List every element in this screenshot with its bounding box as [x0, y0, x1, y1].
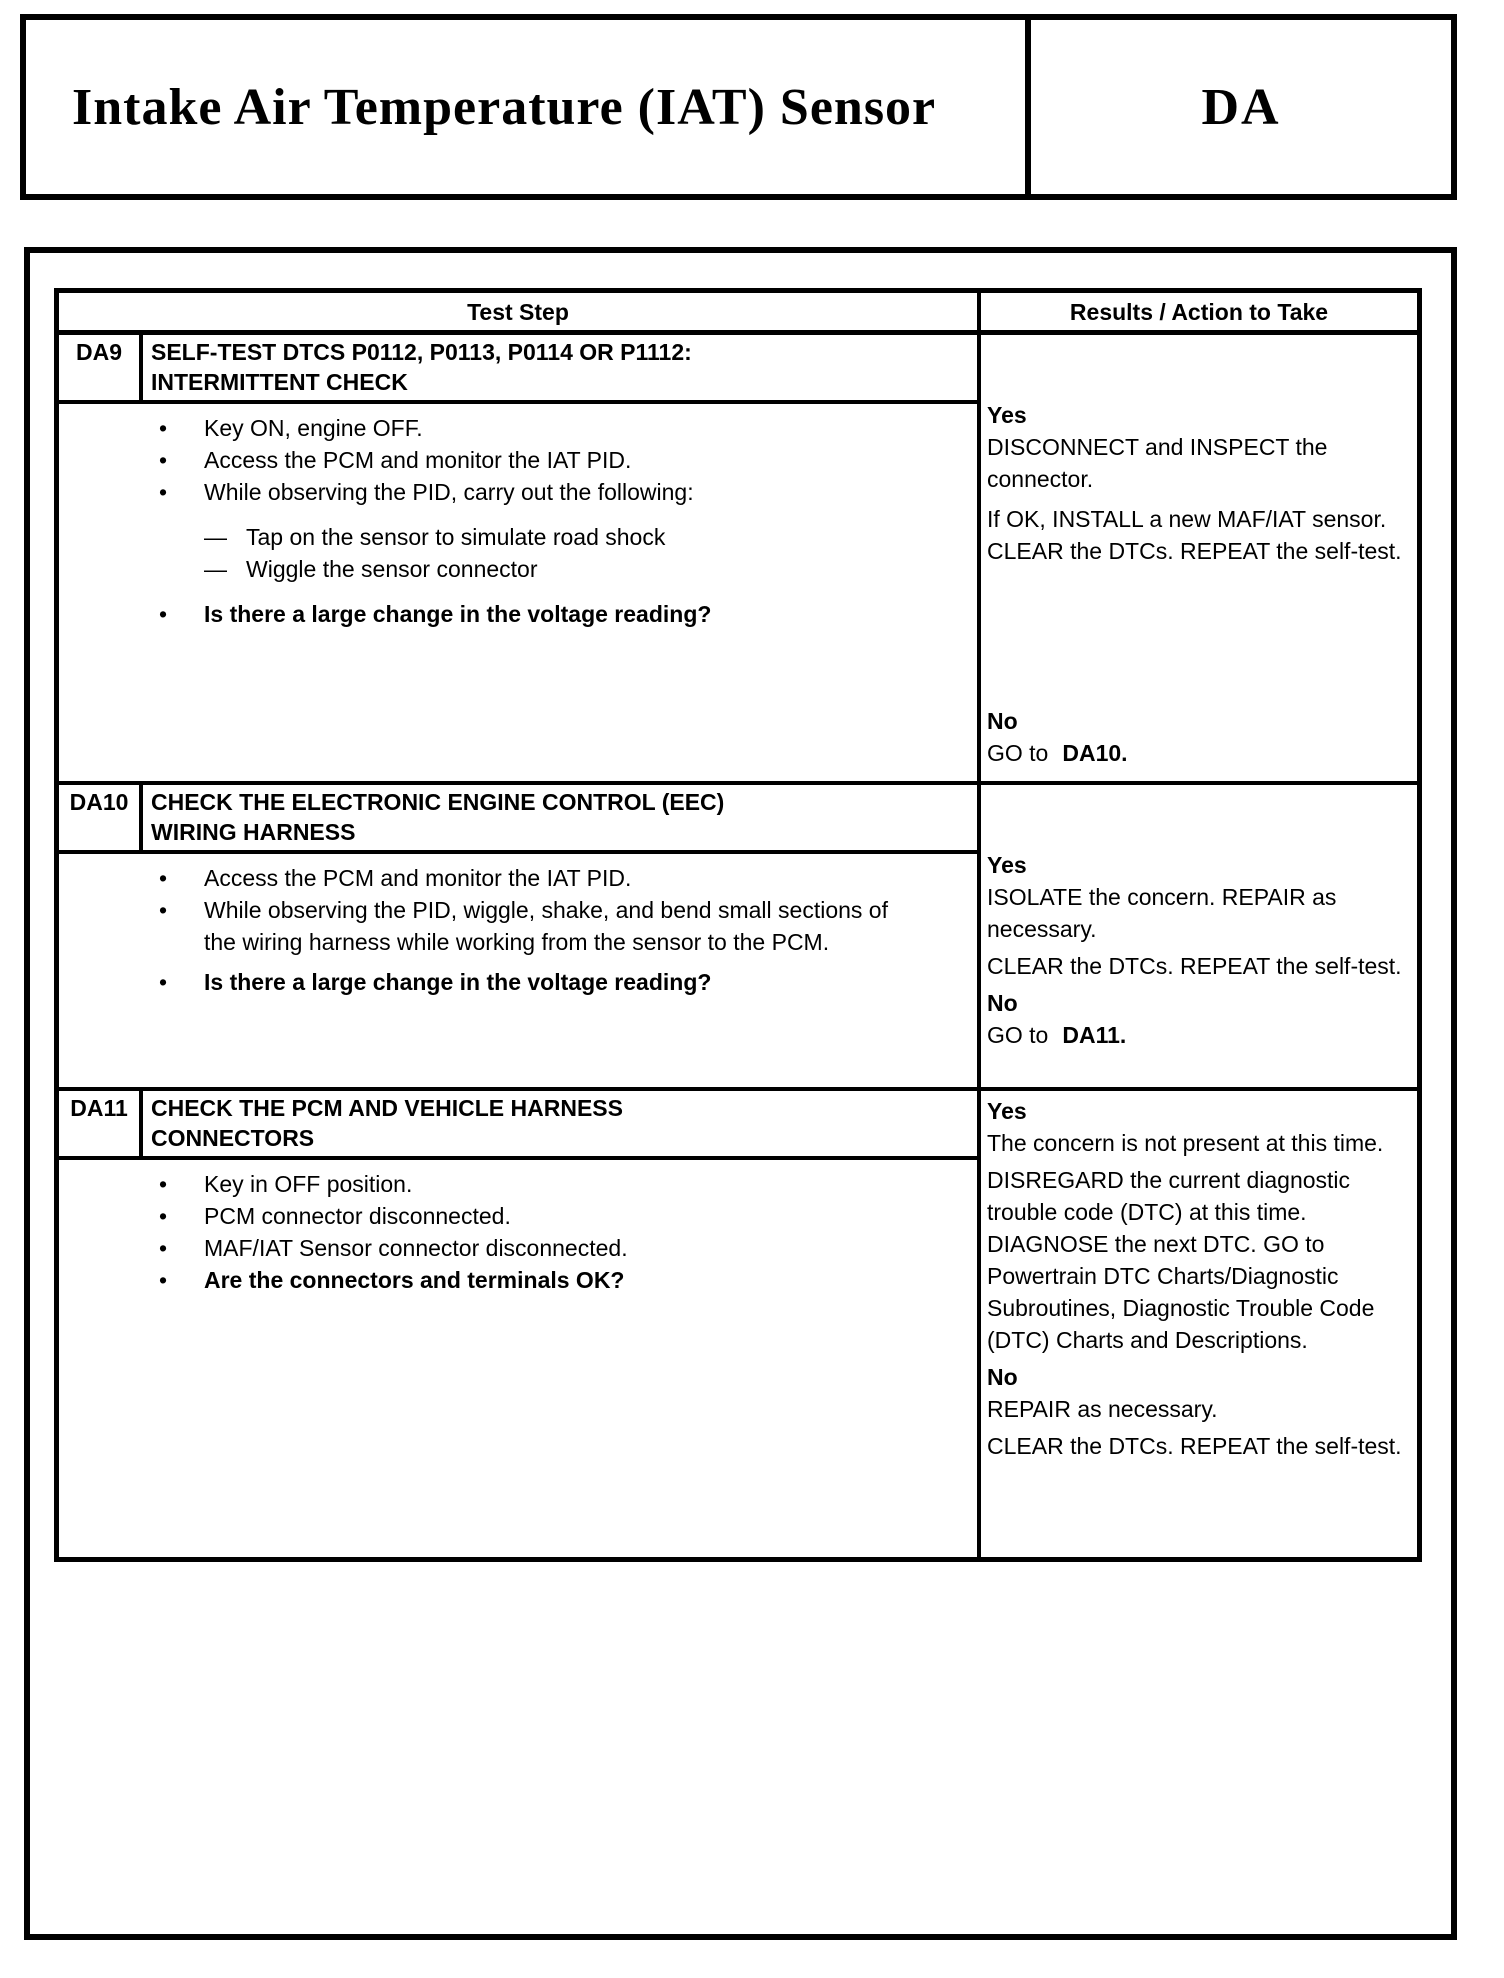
test-table [54, 288, 1422, 1562]
page-title: Intake Air Temperature (IAT) Sensor [72, 78, 937, 136]
yes-label: Yes [987, 402, 1027, 428]
step-text: Key ON, engine OFF. [204, 415, 423, 441]
step-list [59, 1160, 977, 1296]
step-cell [59, 1091, 977, 1557]
table-header-row [59, 293, 1417, 335]
document-header [20, 14, 1457, 200]
bullet-marker: • [159, 1267, 168, 1293]
step-number: DA9 [59, 335, 143, 400]
test-row-da11 [59, 1087, 1417, 1557]
sub-list-item [204, 553, 961, 585]
sub-step-text: Wiggle the sensor connector [246, 556, 538, 582]
step-number: DA11 [59, 1091, 143, 1156]
step-text: While observing the PID, carry out the following: [204, 479, 694, 505]
list-item [159, 862, 961, 894]
step-cell [59, 335, 977, 781]
sub-list-item [204, 521, 961, 553]
result-paragraph: ISOLATE the concern. REPAIR as necessary. [987, 884, 1337, 942]
list-item [159, 412, 961, 444]
step-text: MAF/IAT Sensor connector disconnected. [204, 1235, 628, 1261]
bullet-marker: • [159, 1203, 168, 1229]
question-text: Are the connectors and terminals OK? [204, 1267, 625, 1293]
question-item [159, 598, 961, 630]
bullet-marker: • [159, 1171, 168, 1197]
result-paragraph: REPAIR as necessary. [987, 1396, 1218, 1422]
bullet-marker: • [159, 1235, 168, 1261]
step-text: While observing the PID, wiggle, shake, and bend small sections of the wiring harness while working from the sensor to the PCM. [204, 897, 888, 955]
sub-step-group [204, 521, 961, 585]
step-title [143, 785, 977, 850]
step-title-line: CONNECTORS [151, 1125, 315, 1151]
list-item [159, 894, 961, 958]
no-group [987, 1361, 1409, 1462]
goto-prefix: GO to [987, 740, 1049, 766]
bullet-marker: • [159, 969, 168, 995]
step-header [59, 1091, 977, 1160]
pinpoint-test-panel [24, 247, 1457, 1940]
no-label: No [987, 990, 1018, 1016]
result-paragraph: CLEAR the DTCs. REPEAT the self-test. [987, 953, 1402, 979]
list-item [159, 1200, 961, 1232]
header-title-cell [26, 20, 1025, 194]
step-title-line: CHECK THE PCM AND VEHICLE HARNESS [151, 1095, 623, 1121]
result-paragraph: DISCONNECT and INSPECT the connector. [987, 434, 1328, 492]
no-group [987, 705, 1409, 769]
goto-line [987, 1019, 1409, 1051]
bullet-marker: • [159, 447, 168, 473]
no-label: No [987, 708, 1018, 734]
result-paragraph: If OK, INSTALL a new MAF/IAT sensor. CLEAR the DTCs. REPEAT the self-test. [987, 506, 1402, 564]
step-title-line: SELF-TEST DTCS P0112, P0113, P0114 OR P1112: [151, 339, 692, 365]
step-list [59, 404, 977, 630]
goto-target: DA10. [1062, 740, 1128, 766]
test-row-da9 [59, 335, 1417, 781]
dash-marker: — [204, 524, 227, 550]
sub-step-text: Tap on the sensor to simulate road shock [246, 524, 666, 550]
col-header-test-step: Test Step [467, 298, 569, 325]
results-cell [977, 785, 1417, 1087]
step-text: Access the PCM and monitor the IAT PID. [204, 447, 632, 473]
step-title [143, 1091, 977, 1156]
step-text: Access the PCM and monitor the IAT PID. [204, 865, 632, 891]
question-item [159, 966, 961, 998]
step-title-line: WIRING HARNESS [151, 819, 356, 845]
result-paragraph: CLEAR the DTCs. REPEAT the self-test. [987, 1433, 1402, 1459]
results-cell [977, 1091, 1417, 1557]
question-text: Is there a large change in the voltage reading? [204, 601, 712, 627]
dash-marker: — [204, 556, 227, 582]
bullet-marker: • [159, 479, 168, 505]
no-label: No [987, 1364, 1018, 1390]
step-title-line: INTERMITTENT CHECK [151, 369, 408, 395]
bullet-marker: • [159, 415, 168, 441]
step-title-line: CHECK THE ELECTRONIC ENGINE CONTROL (EEC) [151, 789, 725, 815]
goto-prefix: GO to [987, 1022, 1049, 1048]
goto-target: DA11. [1062, 1022, 1127, 1048]
header-code-cell [1025, 20, 1451, 194]
step-cell [59, 785, 977, 1087]
step-header [59, 335, 977, 404]
bullet-marker: • [159, 865, 168, 891]
question-item [159, 1264, 961, 1296]
bullet-marker: • [159, 601, 168, 627]
results-cell [977, 335, 1417, 781]
no-group [987, 987, 1409, 1051]
step-text: PCM connector disconnected. [204, 1203, 511, 1229]
list-item [159, 1232, 961, 1264]
step-header [59, 785, 977, 854]
question-text: Is there a large change in the voltage reading? [204, 969, 712, 995]
result-paragraph: The concern is not present at this time. [987, 1130, 1384, 1156]
yes-label: Yes [987, 1098, 1027, 1124]
list-item [159, 444, 961, 476]
list-item [159, 476, 961, 508]
step-text: Key in OFF position. [204, 1171, 413, 1197]
section-code: DA [1201, 78, 1281, 136]
bullet-marker: • [159, 897, 168, 923]
step-list [59, 854, 977, 998]
goto-line [987, 737, 1409, 769]
test-row-da10 [59, 781, 1417, 1087]
step-number: DA10 [59, 785, 143, 850]
list-item [159, 1168, 961, 1200]
col-header-results: Results / Action to Take [977, 293, 1417, 330]
yes-label: Yes [987, 852, 1027, 878]
step-title [143, 335, 977, 400]
result-paragraph: DISREGARD the current diagnostic trouble code (DTC) at this time. DIAGNOSE the next DTC. GO to Powertrain DTC Charts/Diagnostic Subroutines, Diagnostic Trouble Code (DTC) Charts and Descriptions. [987, 1167, 1375, 1353]
